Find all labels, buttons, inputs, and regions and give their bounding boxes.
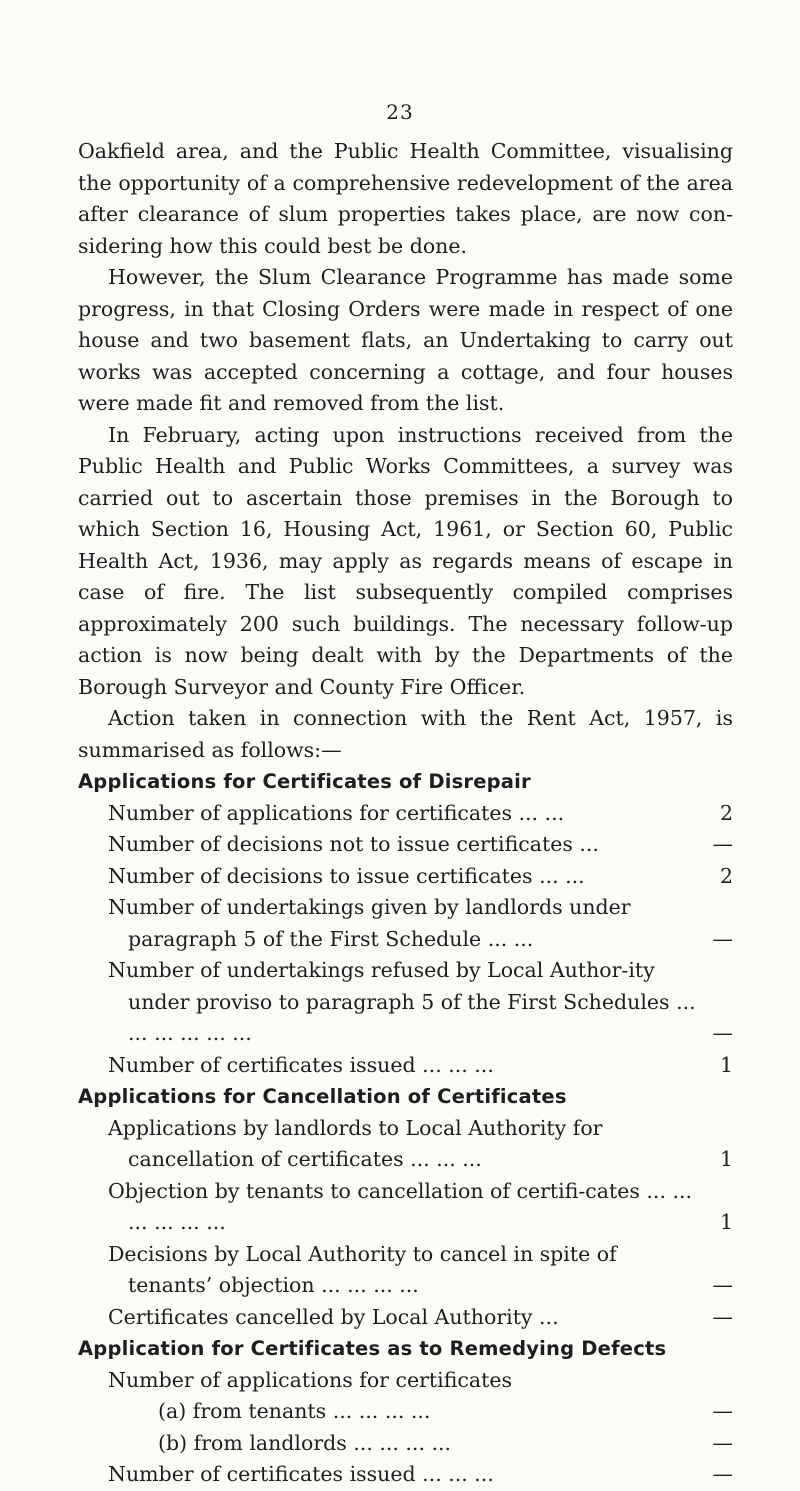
row-label: Number of applications for certificates ... ...	[108, 800, 565, 825]
row-value: 2	[719, 863, 733, 888]
section-disrepair	[78, 766, 733, 1081]
row-label: (b) from landlords ... ... ... ...	[158, 1430, 452, 1455]
row-label: Certificates cancelled by Local Authority ...	[108, 1304, 559, 1329]
table-row	[158, 1428, 733, 1460]
row-value: —	[712, 1399, 733, 1423]
paragraph-slum-clearance: However, the Slum Clearance Programme has made some progress, in that Closing Orders were made in respect of one house and two basement flats, an Undertaking to carry out works was accepted concerning a cottage, and four houses were made fit and removed from the list.	[78, 265, 733, 415]
paragraph-oakfield: Oakfield area, and the Public Health Committee, visualising the opportunity of a comprehensive redevelopment of the area after clearance of slum properties takes place, are now con-sidering how this could best be done.	[78, 139, 733, 258]
row-label: Applications by landlords to Local Authority for cancellation of certificates ... ... ...	[108, 1115, 603, 1171]
row-value: 1	[719, 1210, 733, 1234]
page-number: 23	[386, 100, 414, 124]
row-label: Number of undertakings refused by Local Author-ity under proviso to paragraph 5 of the First Schedules ... ... ... ... ... ...	[108, 958, 696, 1045]
table-row	[108, 1176, 733, 1239]
row-label: Number of certificates issued ... ... ...	[108, 1462, 494, 1486]
row-label: Number of decisions to issue certificates ... ...	[108, 863, 585, 888]
row-value: —	[712, 1430, 733, 1455]
table-row	[108, 1113, 733, 1176]
row-value: —	[712, 926, 733, 951]
section-cancellation	[78, 1081, 733, 1333]
table-row	[108, 1239, 733, 1302]
row-value: 1	[719, 1052, 733, 1077]
table-row	[108, 955, 733, 1050]
row-value: —	[712, 832, 733, 856]
section-heading: Applications for Cancellation of Certificates	[78, 1085, 567, 1108]
row-label: Number of certificates issued ... ... ...	[108, 1052, 494, 1077]
row-value: —	[712, 1304, 733, 1329]
row-label: Objection by tenants to cancellation of certifi-cates ... ... ... ... ... ...	[108, 1178, 693, 1234]
row-label: Decisions by Local Authority to cancel in spite of tenants’ objection ... ... ... ...	[108, 1241, 617, 1297]
row-label: Number of decisions not to issue certificates ...	[108, 832, 599, 856]
row-value: 2	[719, 800, 733, 825]
row-value: —	[712, 1462, 733, 1486]
table-row	[108, 798, 733, 830]
table-row	[158, 1396, 733, 1428]
document-body	[78, 136, 733, 1491]
table-row	[108, 1365, 733, 1397]
row-value: —	[712, 1273, 733, 1297]
row-label: Number of applications for certificates	[108, 1367, 512, 1392]
table-row	[108, 829, 733, 861]
row-value: —	[712, 1021, 733, 1045]
paragraph-survey: In February, acting upon instructions received from the Public Health and Public Works Committees, a survey was carried out to ascertain those premises in the Borough to which Section 16, Housing Act, 1961, or Section 60, Public Health Act, 1936, may apply as regards means of escape in case of fire. The list subsequently compiled comprises approximately 200 such buildings. The necessary follow-up action is now being dealt with by the Departments of the Borough Surveyor and County Fire Officer.	[78, 422, 733, 699]
table-row	[108, 892, 733, 955]
section-heading: Applications for Certificates of Disrepair	[78, 770, 531, 793]
table-row	[108, 1459, 733, 1491]
section-remedying-defects	[78, 1333, 733, 1491]
table-row	[108, 861, 733, 893]
section-heading: Application for Certificates as to Remedying Defects	[78, 1337, 667, 1360]
row-value: 1	[719, 1147, 733, 1171]
row-value	[707, 1365, 733, 1397]
row-label: (a) from tenants ... ... ... ...	[158, 1399, 431, 1423]
table-row	[108, 1050, 733, 1082]
paragraph-rent-act: Action taken in connection with the Rent Act, 1957, is summarised as follows:—	[78, 706, 733, 762]
table-row	[108, 1302, 733, 1334]
row-label: Number of undertakings given by landlords under paragraph 5 of the First Schedule ... ...	[108, 895, 631, 951]
